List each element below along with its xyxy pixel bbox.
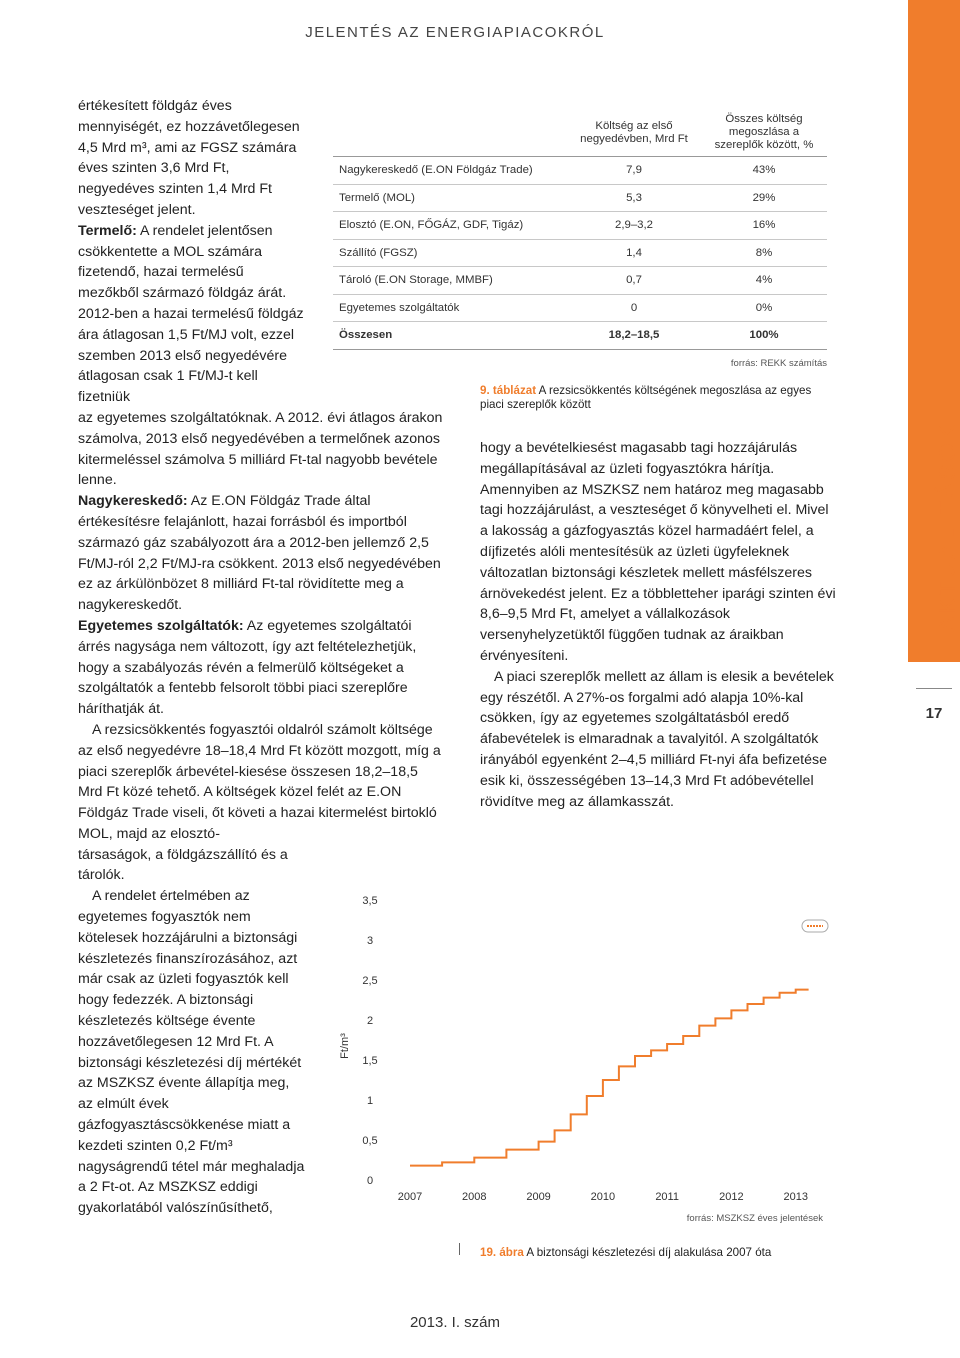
- table-cell-share: 8%: [701, 239, 827, 267]
- x-tick-label: 2013: [783, 1191, 808, 1203]
- table-cell-cost: 1,4: [567, 239, 701, 267]
- table-total-row: [333, 322, 827, 350]
- x-tick-label: 2008: [462, 1191, 487, 1203]
- x-tick-label: 2011: [655, 1191, 679, 1203]
- table-cell-cost: 0: [567, 294, 701, 322]
- table-cell-name: Termelő (MOL): [333, 184, 567, 212]
- table-cell-name: Egyetemes szolgáltatók: [333, 294, 567, 322]
- left-paragraph-1: értékesített földgáz éves mennyiségét, ez hozzávetőlegesen 4,5 Mrd m³, ami az FGSZ számára éves szinten 3,6 Mrd Ft, negyedéves szinten 1,4 Mrd Ft veszteséget jelent.: [78, 98, 300, 218]
- running-header: JELENTÉS AZ ENERGIAPIACOKRÓL: [305, 24, 605, 41]
- right-column: [480, 438, 840, 812]
- left-paragraph-rendelet: A rendelet értelmében az egyetemes fogyasztók nem kötelesek hozzájárulni a biztonsági készletezés finanszírozásához, azt már csak az üzleti fogyasztók kell hogy fedezzék. A biztonsági készletezés költsége évente hozzávetőlegesen 12 Mrd Ft. A biztonsági készletezési díj mértékét az MSZKSZ évente állapítja meg, az elmúlt évek gázfogyasztáscsökkenése miatt a kezdeti szinten 0,2 Ft/m³ nagyságrendű tétel már meghaladja a 2 Ft-ot. Az MSZKSZ eddigi gyakorlatából valószínűsíthető,: [78, 888, 305, 1217]
- table-cell-name: Szállító (FGSZ): [333, 239, 567, 267]
- y-tick-label: 0,5: [362, 1135, 378, 1147]
- table-cell-cost: 0,7: [567, 267, 701, 295]
- y-tick-label: 3,5: [362, 895, 378, 907]
- left-paragraph-termelo: Termelő: A rendelet jelentősen csökkentette a MOL számára fizetendő, hazai termelésű mezőkből származó földgáz árát. 2012-ben a hazai termelésű földgáz ára átlagosan 1,5 Ft/MJ volt, ezzel szemben 2013 első negyedévére átlagosan csak 1 Ft/MJ-t kell fizetniük: [78, 222, 304, 406]
- table-cell-share: 43%: [701, 157, 827, 185]
- table-total-cost: 18,2–18,5: [567, 322, 701, 350]
- table-cell-name: Nagykereskedő (E.ON Földgáz Trade): [333, 157, 567, 185]
- y-tick-label: 3: [366, 935, 374, 947]
- table-cell-name: Tároló (E.ON Storage, MMBF): [333, 267, 567, 295]
- right-paragraph-2: A piaci szereplők mellett az állam is elesik a bevételek egy részétől. A 27%-os forgalmi adó alapja 10%-kal csökken, így az egyetemes szolgáltatásból eredő áfabevételek is elmaradnak a tavalyitól. A szolgáltatók irányából egyenként 2–4,5 milliárd Ft-nyi áfa befizetése esik ki, összességében 13–14,3 Mrd Ft adóbevétellel rövidítve meg az államkasszát.: [480, 668, 834, 810]
- left-paragraph-nagykereskedo: Nagykereskedő: Az E.ON Földgáz Trade által értékesítésre felajánlott, hazai forrásból és importból származó gáz szabályozott ára a 2012-ben jellemző 2,5 Ft/MJ-ról 2,2 Ft/MJ-ra csökkent. 2013 első negyedévében ez az árkülönbözet 8 milliárd Ft-tal rövidítette meg a nagykereskedőt.: [78, 493, 441, 614]
- table-cell-name: Elosztó (E.ON, FŐGÁZ, GDF, Tigáz): [333, 212, 567, 240]
- table-header-cost: Költség az első negyedévben, Mrd Ft: [567, 109, 701, 157]
- y-tick-label: 2: [366, 1015, 374, 1027]
- y-tick-label: 0: [366, 1175, 374, 1187]
- table-header-share: Összes költség megoszlása a szereplők között, %: [701, 109, 827, 157]
- table-header-row: [333, 109, 827, 157]
- chart-source: forrás: MSZKSZ éves jelentések: [686, 1213, 823, 1224]
- right-paragraph-1: hogy a bevételkiesést magasabb tagi hozzájárulás megállapításával az üzleti fogyasztókra hárítja. Amennyiben az MSZKSZ nem határoz meg magasabb tagi hozzájárulást, a veszteséget ő könyvelheti el. Mivel a lakosság a gázfogyasztás közel harmadáért felel, a díjfizetés alóli mentesítésük az üzleti ügyfeleknek változatlan biztonsági készletek mellett másfélszeres árnövekedést jelent. Ez a többletteher iparági szinten évi 8,6–9,5 Mrd Ft, amelyet a vállalkozások versenyhelyzetüktől függően tudnak az áraikban érvényesíteni.: [480, 440, 836, 664]
- table-cell-share: 29%: [701, 184, 827, 212]
- chart-y-axis-label: Ft/m³: [338, 1033, 351, 1059]
- chart-caption: 19. ábra A biztonsági készletezési díj alakulása 2007 óta: [480, 1246, 772, 1259]
- table-cell-cost: 5,3: [567, 184, 701, 212]
- table-row: [333, 239, 827, 267]
- table-cell-cost: 2,9–3,2: [567, 212, 701, 240]
- left-paragraph-rezsicsokkentes-cont: társaságok, a földgázszállító és a tárolók.: [78, 846, 288, 884]
- table-cell-share: 16%: [701, 212, 827, 240]
- table-source: forrás: REKK számítás: [730, 358, 827, 369]
- table-total-share: 100%: [701, 322, 827, 350]
- caption-marker: [459, 1243, 460, 1255]
- fee-series-line: [410, 990, 809, 1166]
- table-caption: 9. táblázat A rezsicsökkentés költségének megoszlása az egyes piaci szereplők között: [480, 384, 812, 411]
- table-row: [333, 212, 827, 240]
- table-row: [333, 184, 827, 212]
- y-tick-label: 1,5: [362, 1055, 378, 1067]
- table-cell-share: 4%: [701, 267, 827, 295]
- left-paragraph-rezsicsokkentes: A rezsicsökkentés fogyasztói oldalról számolt költsége az első negyedévre 18–18,4 Mrd Ft között mozgott, míg a piaci szereplők árbevétel-kiesése összesen 18,2–18,5 Mrd Ft közé tehető. A költségek közel felét az E.ON Földgáz Trade viseli, őt követi a hazai kitermelést birtokló MOL, majd az elosztó-: [78, 721, 441, 842]
- table-cell-share: 0%: [701, 294, 827, 322]
- x-tick-label: 2010: [590, 1191, 616, 1203]
- table-body: [333, 157, 827, 322]
- table-row: [333, 157, 827, 185]
- table-row: [333, 294, 827, 322]
- footer-issue: 2013. I. szám: [409, 1314, 501, 1331]
- cost-table: [333, 109, 827, 350]
- table-total-label: Összesen: [333, 322, 567, 350]
- x-tick-label: 2009: [526, 1191, 551, 1203]
- table-row: [333, 267, 827, 295]
- left-paragraph-termelo-cont: az egyetemes szolgáltatóknak. A 2012. évi átlagos árakon számolva, 2013 első negyedévében a termelőnek azonos kitermeléssel számolva 5 milliárd Ft-tal nagyobb bevétele lenne.: [78, 409, 443, 489]
- x-tick-label: 2012: [719, 1191, 744, 1203]
- table-cell-cost: 7,9: [567, 157, 701, 185]
- safety-stock-fee-chart: [340, 880, 830, 1210]
- page-number: 17: [925, 705, 943, 722]
- y-tick-label: 1: [366, 1095, 374, 1107]
- table-header-empty: [333, 109, 567, 157]
- left-paragraph-egyetemes: Egyetemes szolgáltatók: Az egyetemes szolgáltatói árrés nagysága nem változott, így azt feltételezhetjük, hogy a szabályozás révén a felmerülő költségeket a szolgáltatók a fentebb felsorolt többi piaci szereplőre háríthatják át.: [78, 617, 417, 718]
- y-tick-label: 2,5: [362, 975, 378, 987]
- x-tick-label: 2007: [397, 1191, 423, 1203]
- page-number-divider: [916, 688, 952, 689]
